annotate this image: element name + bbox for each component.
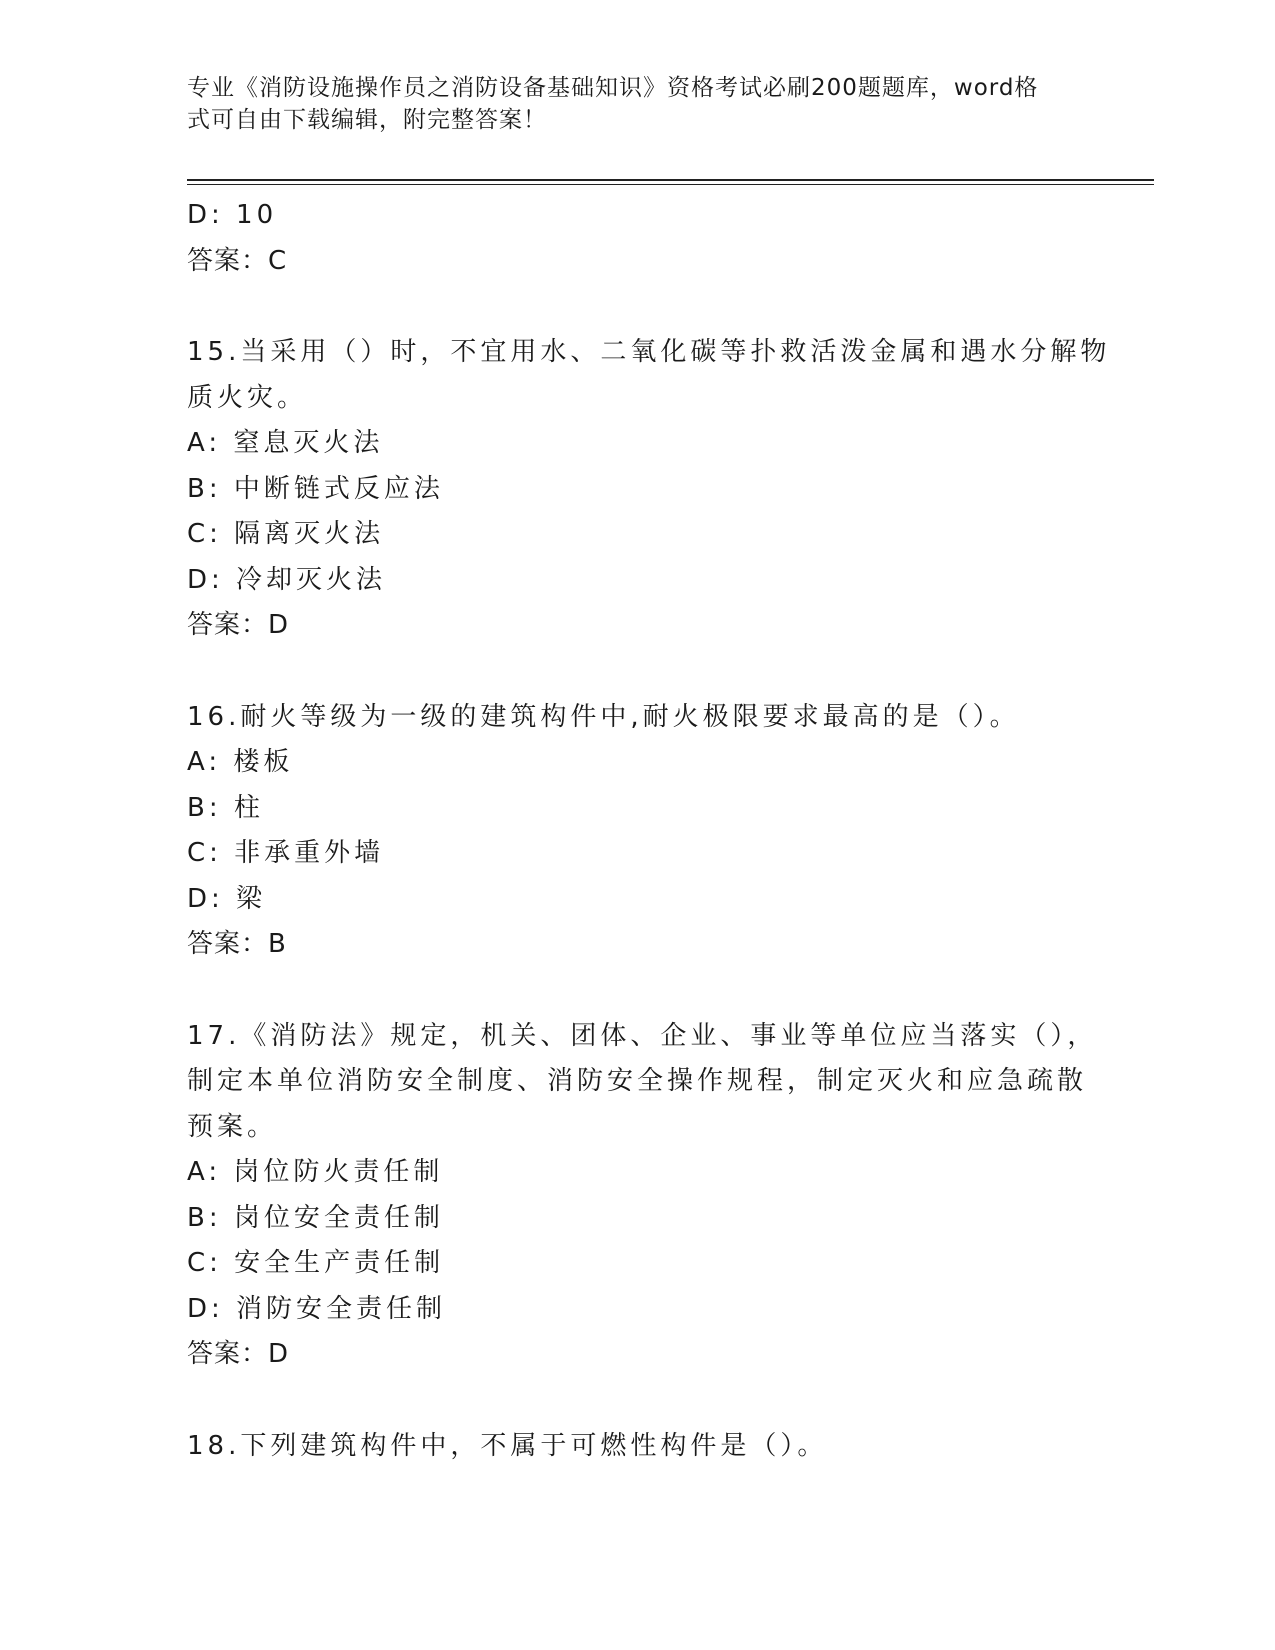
option-c: C: 隔离灭火法	[187, 519, 385, 549]
prev-answer: 答案：C	[187, 245, 288, 276]
question-stem-line: 15.当采用（）时，不宜用水、二氧化碳等扑救活泼金属和遇水分解物	[187, 337, 1111, 367]
question-18	[187, 1424, 1087, 1470]
header-divider-bottom	[187, 184, 1154, 185]
option-c: C: 安全生产责任制	[187, 1248, 445, 1278]
option-a: A: 楼板	[187, 747, 294, 777]
question-15	[187, 330, 1111, 649]
option-c: C: 非承重外墙	[187, 838, 385, 868]
document-header	[187, 72, 1067, 136]
option-d: D: 梁	[187, 883, 267, 914]
option-a: A: 窒息灭火法	[187, 428, 384, 458]
question-list	[187, 193, 1111, 1469]
answer-line: 答案：D	[187, 1339, 290, 1369]
option-b: B: 柱	[187, 792, 264, 823]
header-divider-top	[187, 179, 1154, 181]
option-d: D: 消防安全责任制	[187, 1293, 447, 1324]
header-line-2: 式可自由下载编辑，附完整答案！	[187, 107, 547, 133]
question-16	[187, 695, 1087, 968]
question-stem-line: 预案。	[187, 1111, 278, 1142]
header-line-1: 专业《消防设施操作员之消防设备基础知识》资格考试必刷200题题库，word格	[187, 75, 1039, 101]
option-d: D: 冷却灭火法	[187, 564, 387, 595]
question-17	[187, 1014, 1098, 1378]
question-stem-line: 制定本单位消防安全制度、消防安全操作规程，制定灭火和应急疏散	[187, 1066, 1088, 1096]
question-stem-line: 17.《消防法》规定，机关、团体、企业、事业等单位应当落实（），	[187, 1020, 1098, 1051]
question-stem-line: 18.下列建筑构件中，不属于可燃性构件是（）。	[187, 1430, 828, 1461]
option-b: B: 岗位安全责任制	[187, 1202, 444, 1233]
option-b: B: 中断链式反应法	[187, 473, 444, 504]
answer-line: 答案：D	[187, 610, 290, 640]
question-stem-line: 16.耐火等级为一级的建筑构件中,耐火极限要求最高的是（）。	[187, 701, 1020, 732]
prev-option-d: D: 10	[187, 200, 278, 230]
answer-line: 答案：B	[187, 929, 287, 959]
question-stem-line: 质火灾。	[187, 382, 308, 413]
option-a: A: 岗位防火责任制	[187, 1157, 444, 1187]
